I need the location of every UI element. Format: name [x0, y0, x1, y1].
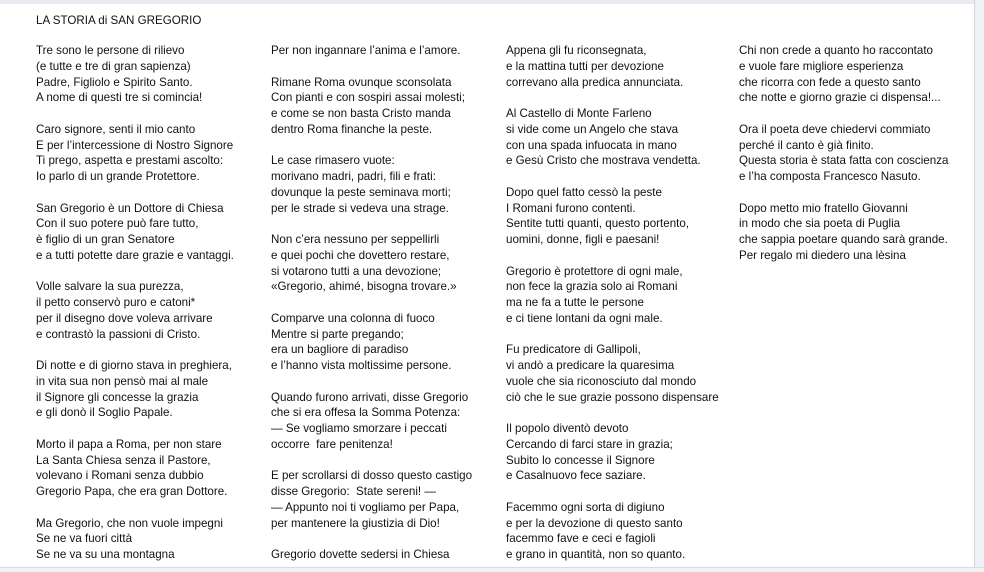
poem-line: e quei pochi che dovettero restare, [271, 248, 450, 262]
poem-line: che sappia poetare quando sarà grande. [739, 233, 948, 246]
poem-line: Ti prego, aspetta e prestami ascolto: [36, 154, 224, 168]
poem-stanza [739, 122, 959, 185]
poem-line: «Gregorio, ahimé, bisogna trovare.» [271, 280, 457, 294]
poem-line: Se ne va fuori città [36, 532, 133, 546]
poem-line: e contrastò la passioni di Cristo. [36, 327, 201, 341]
document-page [36, 13, 966, 565]
poem-line: Non c’era nessuno per seppellirli [271, 233, 440, 246]
poem-column-3 [506, 43, 739, 565]
poem-column-2 [271, 43, 506, 565]
poem-line: Ora il poeta deve chiedervi commiato [739, 122, 931, 136]
poem-line: occorre fare penitenza! [271, 437, 393, 451]
poem-line: — Se vogliamo smorzare i peccati [271, 422, 447, 435]
poem-line: ciò che le sue grazie possono dispensare [506, 390, 719, 404]
poem-line: Cercando di farci stare in grazia; [506, 437, 673, 451]
poem-line: vuole che sia riconosciuto dal mondo [506, 374, 697, 388]
poem-line: ma ne fa a tutte le persone [506, 296, 644, 309]
poem-stanza [271, 153, 506, 216]
poem-line: Tre sono le persone di rilievo [36, 44, 185, 57]
poem-line: Caro signore, senti il mio canto [36, 122, 196, 136]
poem-line: Gregorio è protettore di ogni male, [506, 264, 683, 278]
poem-stanza [271, 390, 506, 453]
poem-line: e a tutti potette dare grazie e vantaggi. [36, 248, 234, 262]
poem-line: perché il canto è già finito. [739, 138, 874, 152]
poem-line: facemmo fave e ceci e fagioli [506, 532, 656, 546]
poem-line: Il popolo diventò devoto [506, 422, 629, 435]
poem-line: Volle salvare la sua purezza, [36, 280, 184, 294]
poem-line: Padre, Figliolo e Spirito Santo. [36, 75, 193, 89]
poem-line: volevano i Romani senza dubbio [36, 469, 204, 483]
poem-stanza [506, 342, 739, 405]
poem-stanza [36, 122, 271, 185]
bottom-window-edge [0, 567, 984, 572]
poem-stanza [271, 232, 506, 295]
poem-line: correvano alla predica annunciata. [506, 75, 684, 89]
poem-line: Quando furono arrivati, disse Gregorio [271, 390, 469, 404]
poem-line: E per l’intercessione di Nostro Signore [36, 138, 234, 152]
poem-line: I Romani furono contenti. [506, 201, 636, 215]
poem-stanza [739, 201, 959, 264]
document-title: LA STORIA di SAN GREGORIO [36, 14, 202, 27]
poem-line: Dopo quel fatto cessò la peste [506, 185, 662, 199]
poem-line: e l’ha composta Francesco Nasuto. [739, 170, 921, 183]
poem-line: Mentre si parte pregando; [271, 327, 404, 341]
poem-stanza [36, 437, 271, 500]
poem-line: e vuole fare migliore esperienza [739, 59, 904, 73]
poem-line: uomini, donne, figli e paesani! [506, 233, 660, 246]
poem-stanza [739, 43, 959, 106]
poem-line: Subito lo concesse il Signore [506, 453, 655, 467]
poem-line: Ma Gregorio, che non vuole impegni [36, 516, 223, 530]
poem-line: che ricorra con fede a questo santo [739, 75, 921, 89]
poem-stanza [271, 43, 506, 59]
poem-line: Io parlo di un grande Protettore. [36, 170, 200, 183]
poem-stanza [36, 279, 271, 342]
poem-line: Dopo metto mio fratello Giovanni [739, 201, 908, 215]
poem-line: Appena gli fu riconsegnata, [506, 44, 647, 57]
vertical-scrollbar[interactable] [974, 0, 984, 572]
poem-line: che si era offesa la Somma Potenza: [271, 406, 461, 420]
poem-line: Le case rimasero vuote: [271, 154, 395, 168]
poem-stanza [506, 500, 739, 563]
poem-stanza [506, 185, 739, 248]
poem-line: e ci tiene lontani da ogni male. [506, 311, 663, 325]
poem-stanza [506, 421, 739, 484]
poem-line: e la mattina tutti per devozione [506, 59, 664, 73]
poem-line: — Appunto noi ti vogliamo per Papa, [271, 500, 460, 514]
poem-stanza [271, 311, 506, 374]
poem-line: Gregorio dovette sedersi in Chiesa [271, 548, 450, 561]
poem-stanza [271, 468, 506, 531]
poem-line: E per scrollarsi di dosso questo castigo [271, 469, 473, 483]
poem-line: e l’hanno vista moltissime persone. [271, 359, 452, 372]
poem-line: Al Castello di Monte Farleno [506, 107, 652, 120]
poem-line: in vita sua non pensò mai al male [36, 374, 209, 388]
poem-stanza [506, 106, 739, 169]
poem-line: per le strade si vedeva una strage. [271, 201, 449, 215]
poem-column-1 [36, 43, 271, 565]
poem-line: Con il suo potere può fare tutto, [36, 217, 199, 231]
poem-line: Con pianti e con sospiri assai molesti; [271, 91, 465, 105]
poem-line: e grano in quantità, non so quanto. [506, 548, 686, 561]
poem-column-4 [739, 43, 959, 279]
poem-line: dovunque la peste seminava morti; [271, 185, 451, 199]
poem-stanza [506, 264, 739, 327]
poem-line: in modo che sia poeta di Puglia [739, 217, 901, 231]
poem-columns [36, 43, 966, 565]
poem-stanza [36, 358, 271, 421]
poem-line: Gregorio Papa, che era gran Dottore. [36, 485, 228, 498]
poem-line: disse Gregorio: State sereni! — [271, 485, 436, 498]
poem-line: non fece la grazia solo ai Romani [506, 280, 678, 294]
poem-line: con una spada infuocata in mano [506, 138, 677, 152]
poem-line: si votarono tutti a una devozione; [271, 264, 442, 278]
poem-line: che notte e giorno grazie ci dispensa!... [739, 91, 941, 105]
poem-line: San Gregorio è un Dottore di Chiesa [36, 201, 224, 215]
poem-stanza [36, 43, 271, 106]
top-window-edge [0, 0, 984, 4]
poem-stanza [36, 516, 271, 563]
poem-line: Comparve una colonna di fuoco [271, 311, 435, 325]
poem-line: e come se non basta Cristo manda [271, 107, 451, 120]
poem-line: per il disegno dove voleva arrivare [36, 311, 213, 325]
poem-line: morivano madri, padri, fili e frati: [271, 170, 436, 183]
poem-line: era un bagliore di paradiso [271, 343, 409, 357]
poem-line: vi andò a predicare la quaresima [506, 359, 675, 372]
poem-line: e gli donò il Soglio Papale. [36, 406, 173, 420]
poem-line: Per regalo mi diedero una lèsina [739, 248, 906, 262]
poem-stanza [506, 43, 739, 90]
poem-stanza [271, 547, 506, 563]
poem-line: A nome di questi tre si comincia! [36, 91, 203, 105]
poem-line: e Gesù Cristo che mostrava vendetta. [506, 154, 701, 168]
poem-line: e Casalnuovo fece saziare. [506, 469, 646, 483]
poem-line: Rimane Roma ovunque sconsolata [271, 75, 452, 89]
poem-line: per mantenere la giustizia di Dio! [271, 516, 440, 530]
poem-line: La Santa Chiesa senza il Pastore, [36, 453, 211, 467]
poem-line: Di notte e di giorno stava in preghiera, [36, 359, 232, 372]
poem-line: Per non ingannare l’anima e l’amore. [271, 44, 461, 57]
poem-line: Chi non crede a quanto ho raccontato [739, 44, 934, 57]
poem-stanza [271, 75, 506, 138]
poem-line: (e tutte e tre di gran sapienza) [36, 59, 191, 73]
poem-line: Fu predicatore di Gallipoli, [506, 343, 641, 357]
poem-line: il Signore gli concesse la grazia [36, 390, 199, 404]
poem-line: il petto conservò puro e catoni* [36, 296, 196, 309]
poem-line: è figlio di un gran Senatore [36, 233, 175, 246]
poem-line: si vide come un Angelo che stava [506, 122, 679, 136]
poem-stanza [36, 201, 271, 264]
poem-line: Se ne va su una montagna [36, 548, 175, 561]
poem-line: Morto il papa a Roma, per non stare [36, 437, 222, 451]
poem-line: Facemmo ogni sorta di digiuno [506, 500, 665, 514]
poem-line: Sentite tutti quanti, questo portento, [506, 217, 690, 231]
poem-line: Questa storia è stata fatta con coscienza [739, 154, 949, 168]
poem-line: e per la devozione di questo santo [506, 516, 683, 530]
poem-line: dentro Roma finanche la peste. [271, 122, 433, 136]
